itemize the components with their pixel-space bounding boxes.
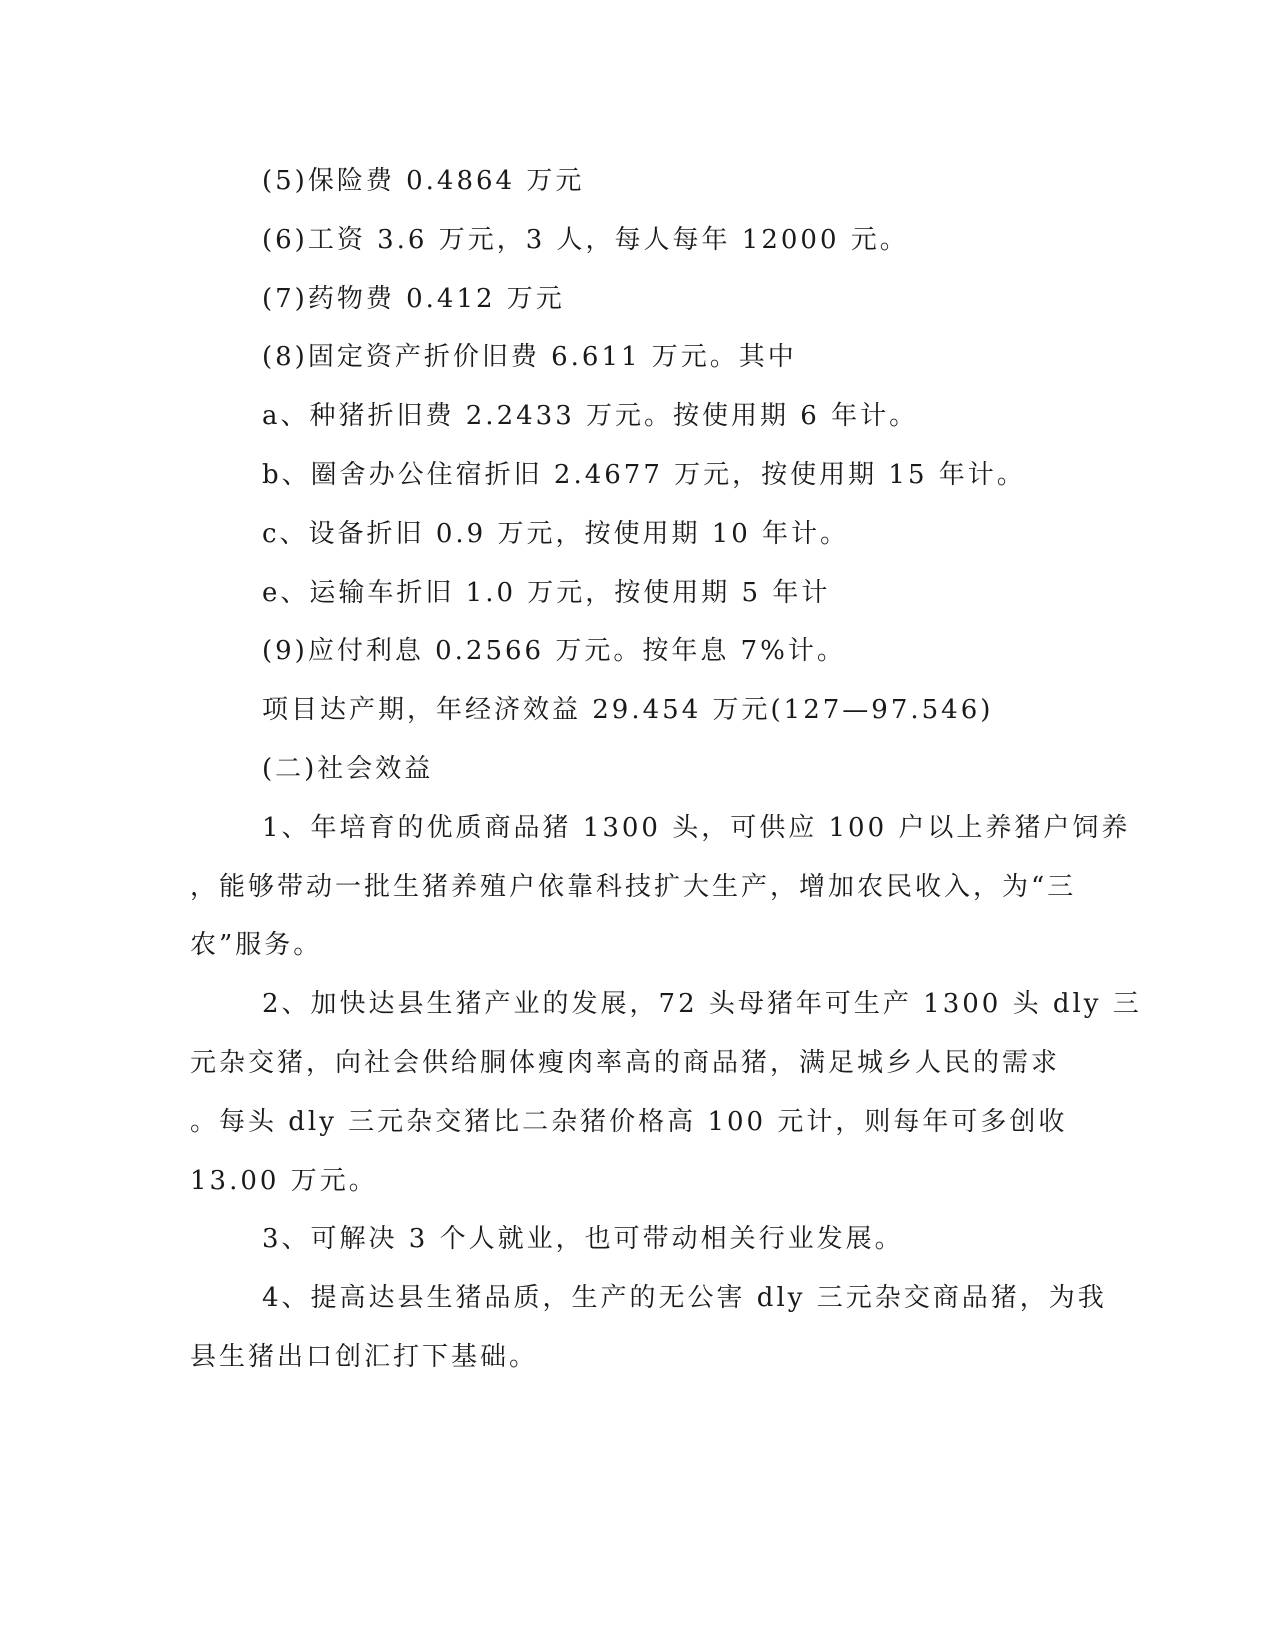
social-benefits-heading: (二)社会效益 [262,754,434,784]
cost-item-insurance: (5)保险费 0.4864 万元 [262,166,585,196]
cost-item-depreciation: (8)固定资产折价旧费 6.611 万元。其中 [262,342,797,372]
para3: 3、可解决 3 个人就业，也可带动相关行业发展。 [262,1224,904,1254]
cost-item-interest: (9)应付利息 0.2566 万元。按年息 7%计。 [262,636,846,666]
para2-line1: 2、加快达县生猪产业的发展，72 头母猪年可生产 1300 头 dly 三 [262,989,1142,1019]
para2-line2: 元杂交猪，向社会供给胴体瘦肉率高的商品猪，满足城乡人民的需求 [190,1048,1061,1078]
cost-item-medicine: (7)药物费 0.412 万元 [262,284,565,314]
depreciation-buildings: b、圈舍办公住宿折旧 2.4677 万元，按使用期 15 年计。 [262,460,1026,490]
depreciation-equipment: c、设备折旧 0.9 万元，按使用期 10 年计。 [262,519,850,549]
para2-line4: 13.00 万元。 [190,1166,378,1196]
cost-item-wages: (6)工资 3.6 万元，3 人，每人每年 12000 元。 [262,225,909,255]
economic-summary: 项目达产期，年经济效益 29.454 万元(127—97.546) [262,695,994,725]
para1-line2: ，能够带动一批生猪养殖户依靠科技扩大生产，增加农民收入，为“三 [190,872,1077,902]
para4-line2: 县生猪出口创汇打下基础。 [190,1342,539,1372]
depreciation-breeding-pigs: a、种猪折旧费 2.2433 万元。按使用期 6 年计。 [262,401,919,431]
para1-line1: 1、年培育的优质商品猪 1300 头，可供应 100 户以上养猪户饲养 [262,813,1131,843]
para2-line3: 。每头 dly 三元杂交猪比二杂猪价格高 100 元计，则每年可多创收 [190,1107,1068,1137]
depreciation-vehicle: e、运输车折旧 1.0 万元，按使用期 5 年计 [262,578,831,608]
para1-line3: 农”服务。 [190,930,323,960]
para4-line1: 4、提高达县生猪品质，生产的无公害 dly 三元杂交商品猪，为我 [262,1283,1107,1313]
